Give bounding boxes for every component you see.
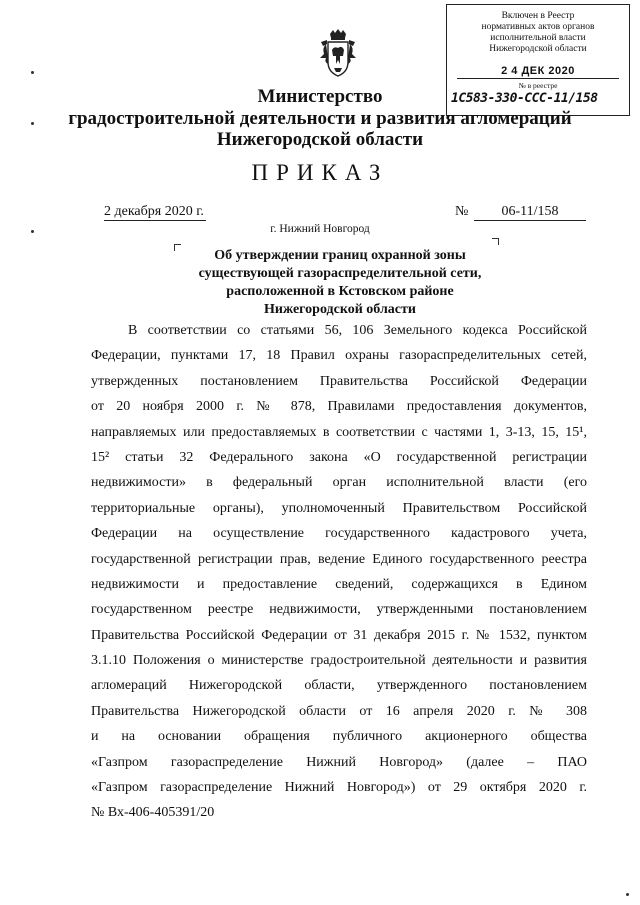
scan-mark — [31, 122, 34, 125]
ministry-title: Нижегородской области — [216, 129, 424, 150]
body-line: Правительства Российской Федерации от 31 декабря 2015 г. № 1532, пунктом — [91, 627, 587, 643]
body-line: утвержденных постановлением Правительства Российской Федерации — [91, 373, 587, 389]
stamp-reg-number: 1С583-330-ССС-11/158 — [451, 91, 598, 106]
body-line: и на основании обращения публичного акционерного общества — [91, 729, 587, 745]
ministry-title: градостроительной деятельности и развития агломераций — [68, 108, 572, 129]
body-line: 3.1.10 Положения о министерстве градостроительной деятельности и развития — [91, 653, 587, 669]
stamp-line: Нижегородской области — [489, 44, 587, 54]
body-line: агломераций Нижегородской области, утвержденного постановлением — [91, 678, 587, 694]
order-date-value: 2 декабря 2020 г. — [104, 204, 204, 219]
order-date — [104, 204, 206, 221]
scan-mark — [626, 893, 629, 896]
body-line: недвижимости и предоставление сведений, содержащихся в Едином — [91, 576, 587, 592]
body-line: Федерации, пунктами 17, 18 Правил охраны газораспределительных сетей, — [91, 348, 587, 364]
number-sign: № — [455, 204, 469, 219]
city: г. Нижний Новгород — [270, 223, 370, 235]
stamp-line: Включен в Реестр — [501, 11, 575, 21]
body-line: территориальные органы), уполномоченный Правительством Российской — [91, 500, 587, 516]
order-number: 06-11/158 — [474, 204, 586, 221]
body-line: государственном реестре недвижимости, утвержденными постановлением — [91, 602, 587, 618]
stamp-date: 2 4 ДЕК 2020 — [457, 65, 619, 79]
body-line: 15² статьи 32 Федерального закона «О государственной регистрации — [91, 449, 587, 465]
scan-mark — [31, 230, 34, 233]
subject-line: Нижегородской области — [264, 302, 416, 317]
body-line: направляемых или предоставляемых в соответствии с частями 1, 3-13, 15, 15¹, — [91, 424, 587, 440]
body-line: недвижимости» в федеральный орган исполнительной власти (его — [91, 475, 587, 491]
body-line: «Газпром газораспределение Нижний Новгород») от 29 октября 2020 г. — [91, 780, 587, 796]
body-line: Правительства Нижегородской области от 16 апреля 2020 г. № 308 — [91, 703, 587, 719]
order-subject — [130, 247, 550, 319]
body-line: № Вх-406-405391/20 — [91, 805, 215, 821]
stamp-line: нормативных актов органов — [481, 22, 595, 32]
scan-mark — [31, 71, 34, 74]
stamp-line: исполнительной власти — [490, 33, 586, 43]
body-line: «Газпром газораспределение Нижний Новгород» (далее – ПАО — [91, 754, 587, 770]
stamp-reg-label: № в реестре — [518, 81, 558, 90]
subject-line: Об утверждении границ охранной зоны — [214, 248, 466, 263]
coat-of-arms-icon — [318, 28, 358, 82]
body-line: Федерации на осуществление государственного кадастрового учета, — [91, 526, 587, 542]
subject-corner-right — [492, 238, 499, 245]
document-type: ПРИКАЗ — [251, 160, 389, 185]
body-line: В соответствии со статьями 56, 106 Земельного кодекса Российской — [128, 323, 587, 338]
subject-line: расположенной в Кстовском районе — [226, 284, 454, 299]
body-line: от 20 ноября 2000 г. № 878, Правилами предоставления документов, — [91, 399, 587, 415]
subject-line: существующей газораспределительной сети, — [198, 266, 482, 281]
preamble-text — [91, 318, 587, 826]
ministry-title: Министерство — [257, 86, 383, 107]
body-line: государственной регистрации прав, ведение Единого государственного реестра — [91, 551, 587, 567]
